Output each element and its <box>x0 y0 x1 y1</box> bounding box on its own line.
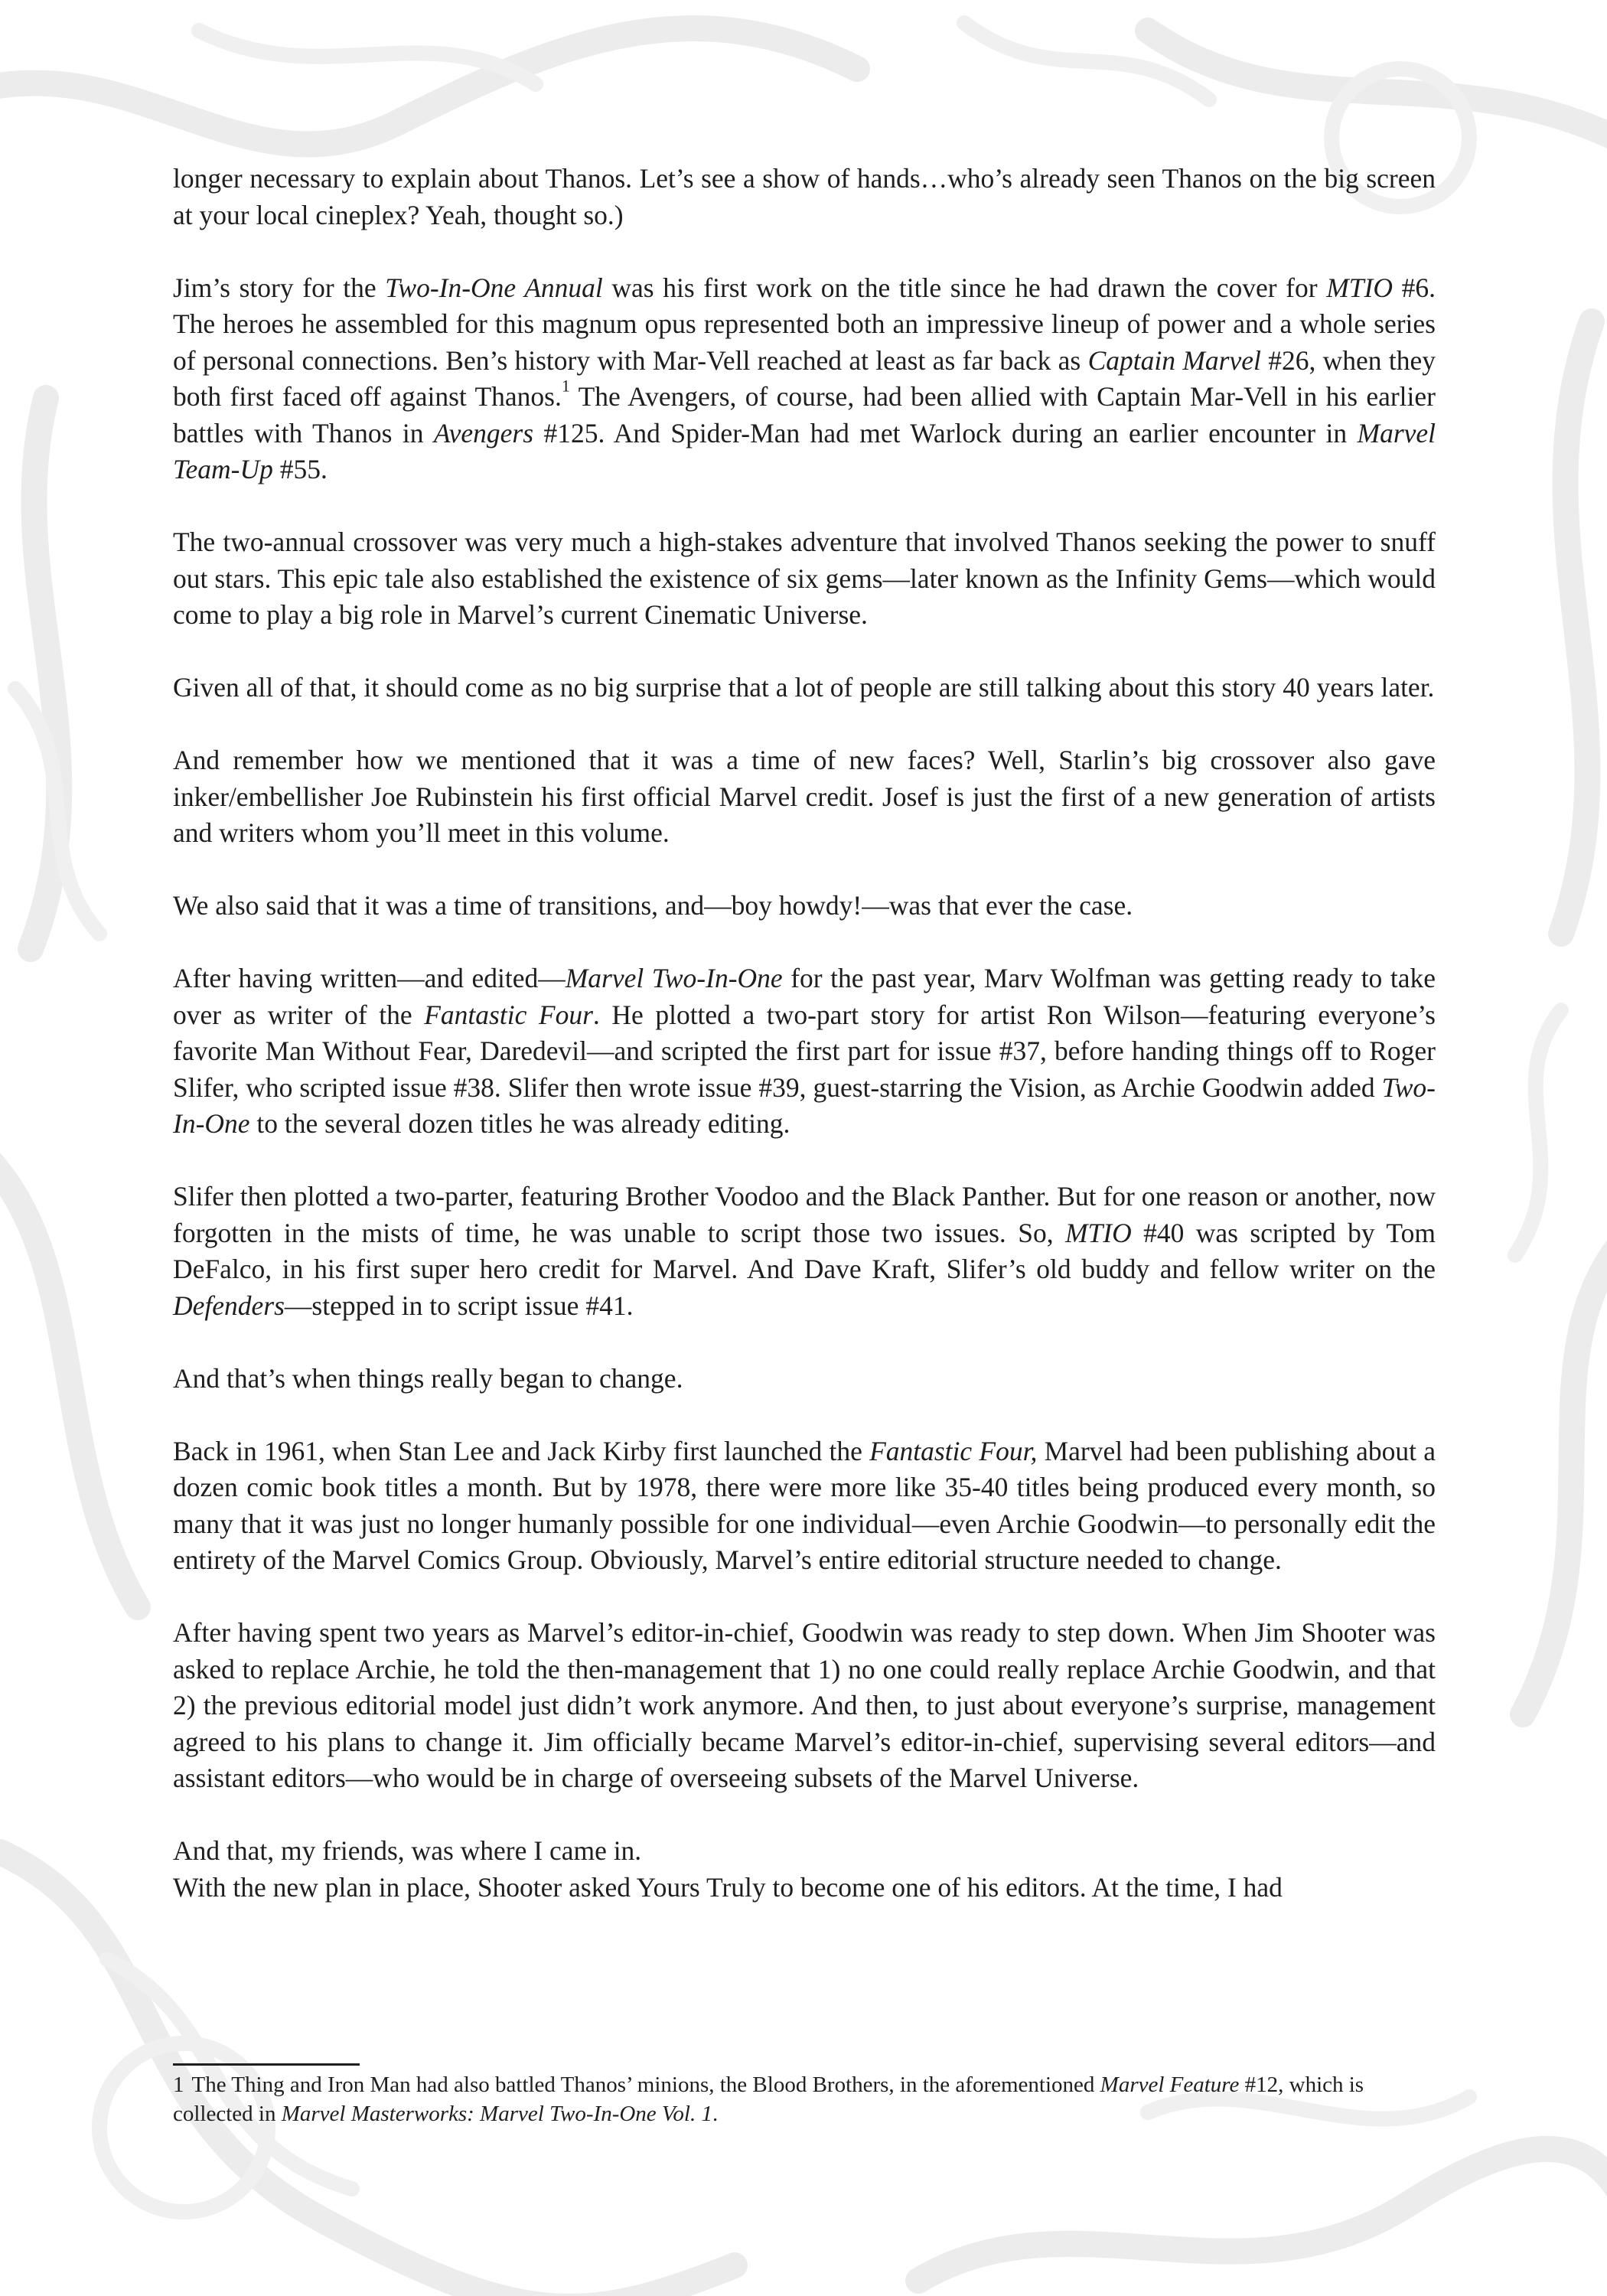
paragraph <box>173 1433 1436 1579</box>
paragraph <box>173 1833 1436 1870</box>
text-run: Given all of that, it should come as no big surprise that a lot of people are still talking about this story 40 years later. <box>173 672 1435 703</box>
footnote-text <box>173 2073 1364 2126</box>
article-body <box>173 161 1436 1942</box>
italic-title: Two-In-One Annual <box>385 272 603 303</box>
text-run: And remember how we mentioned that it was a time of new faces? Well, Starlin’s big crossover also gave inker/embellisher Joe Rubinstein his first official Marvel credit. Josef is just the first of a new generation of artists and writers whom you’ll meet in this volume. <box>173 745 1436 848</box>
italic-title: Marvel Team-Up <box>173 417 1436 484</box>
italic-title: Marvel Two-In-One <box>565 963 783 993</box>
paragraph <box>173 1361 1436 1397</box>
text-run: #40 was scripted by Tom DeFalco, in his first super hero credit for Marvel. And Dave Kraft, Slifer’s old buddy and fellow writer on the <box>173 1217 1436 1284</box>
text-run: longer necessary to explain about Thanos. Let’s see a show of hands…who’s already seen Thanos on the big screen at your local cineplex? Yeah, thought so.) <box>173 163 1436 230</box>
paragraph <box>173 888 1436 925</box>
text-run: #12, which is collected in <box>173 2073 1364 2126</box>
italic-title: Avengers <box>433 417 534 448</box>
paragraph <box>173 742 1436 852</box>
text-run: Back in 1961, when Stan Lee and Jack Kirby first launched the <box>173 1435 870 1466</box>
italic-title: Fantastic Four, <box>869 1435 1038 1466</box>
italic-title: Fantastic Four <box>424 999 593 1030</box>
text-run: #26, when they both first faced off against Thanos. <box>173 344 1436 412</box>
italic-title: MTIO <box>1064 1217 1132 1248</box>
text-run: After having spent two years as Marvel’s editor-in-chief, Goodwin was ready to step down. When Jim Shooter was asked to replace Archie, he told the then-management that 1) no one could really replace Archie Goodwin, and that 2) the previous editorial model just didn’t work anymore. And then, to just about everyone’s surprise, management agreed to his plans to change it. Jim officially became Marvel’s editor-in-chief, supervising several editors—and assistant editors—who would be in charge of overseeing subsets of the Marvel Universe. <box>173 1617 1436 1793</box>
text-run: And that’s when things really began to change. <box>173 1362 683 1394</box>
paragraph <box>173 1870 1436 1906</box>
text-run: #6. The heroes he assembled for this magnum opus represented both an impressive lineup of power and a whole series of personal connections. Ben’s history with Mar-Vell reached at least as far back as <box>173 272 1436 376</box>
text-run: for the past year, Marv Wolfman was getting ready to take over as writer of the <box>173 963 1436 1030</box>
italic-title: Two-In-One <box>173 1071 1436 1139</box>
text-run: The Avengers, of course, had been allied with Captain Mar-Vell in his earlier battles with Thanos in <box>173 381 1436 448</box>
text-run: to the several dozen titles he was already editing. <box>249 1108 790 1139</box>
footnote-rule <box>173 2063 360 2066</box>
text-run: We also said that it was a time of transitions, and—boy howdy!—was that ever the case. <box>173 890 1133 921</box>
text-run: Slifer then plotted a two-parter, featuring Brother Voodoo and the Black Panther. But for one reason or another, now forgotten in the mists of time, he was unable to script those two issues. So, <box>173 1181 1436 1248</box>
footnote <box>173 2070 1436 2128</box>
italic-title: Marvel Feature <box>1100 2073 1240 2097</box>
text-run: #55. <box>272 454 328 484</box>
text-run: . <box>712 2102 719 2126</box>
text-run: After having written—and edited— <box>173 963 566 993</box>
footnote-number: 1 <box>173 2073 184 2097</box>
text-run: #125. And Spider-Man had met Warlock during an earlier encounter in <box>533 417 1358 448</box>
text-run: Jim’s story for the <box>173 272 386 303</box>
footnote-marker: 1 <box>561 376 570 396</box>
italic-title: Defenders <box>173 1290 285 1321</box>
paragraph <box>173 524 1436 634</box>
text-run: With the new plan in place, Shooter asked Yours Truly to become one of his editors. At the time, I had <box>173 1871 1283 1903</box>
text-run: The two-annual crossover was very much a high-stakes adventure that involved Thanos seeking the power to snuff out stars. This epic tale also established the existence of six gems—later known as the Infinity Gems—which would come to play a big role in Marvel’s current Cinematic Universe. <box>173 527 1436 630</box>
text-run: The Thing and Iron Man had also battled Thanos’ minions, the Blood Brothers, in the aforementioned <box>191 2073 1100 2097</box>
paragraph <box>173 1179 1436 1324</box>
text-run: . He plotted a two-part story for artist Ron Wilson—featuring everyone’s favorite Man Without Fear, Daredevil—and scripted the first part for issue #37, before handing things off to Roger Slifer, who scripted issue #38. Slifer then wrote issue #39, guest-starring the Vision, as Archie Goodwin added <box>173 999 1436 1103</box>
text-run: And that, my friends, was where I came in. <box>173 1835 642 1866</box>
paragraph <box>173 960 1436 1143</box>
italic-title: MTIO <box>1326 272 1393 303</box>
italic-title: Marvel Masterworks: Marvel Two-In-One Vol. 1 <box>281 2102 712 2126</box>
text-run: —stepped in to script issue #41. <box>284 1290 634 1321</box>
paragraph <box>173 270 1436 488</box>
paragraph <box>173 1615 1436 1797</box>
text-run: Marvel had been publishing about a dozen comic book titles a month. But by 1978, there were more like 35-40 titles being produced every month, so many that it was just no longer humanly possible for one individual—even Archie Goodwin—to personally edit the entirety of the Marvel Comics Group. Obviously, Marvel’s entire editorial structure needed to change. <box>173 1435 1436 1575</box>
italic-title: Captain Marvel <box>1087 344 1261 376</box>
text-run: was his first work on the title since he had drawn the cover for <box>602 272 1327 303</box>
paragraph <box>173 161 1436 233</box>
paragraph <box>173 670 1436 706</box>
